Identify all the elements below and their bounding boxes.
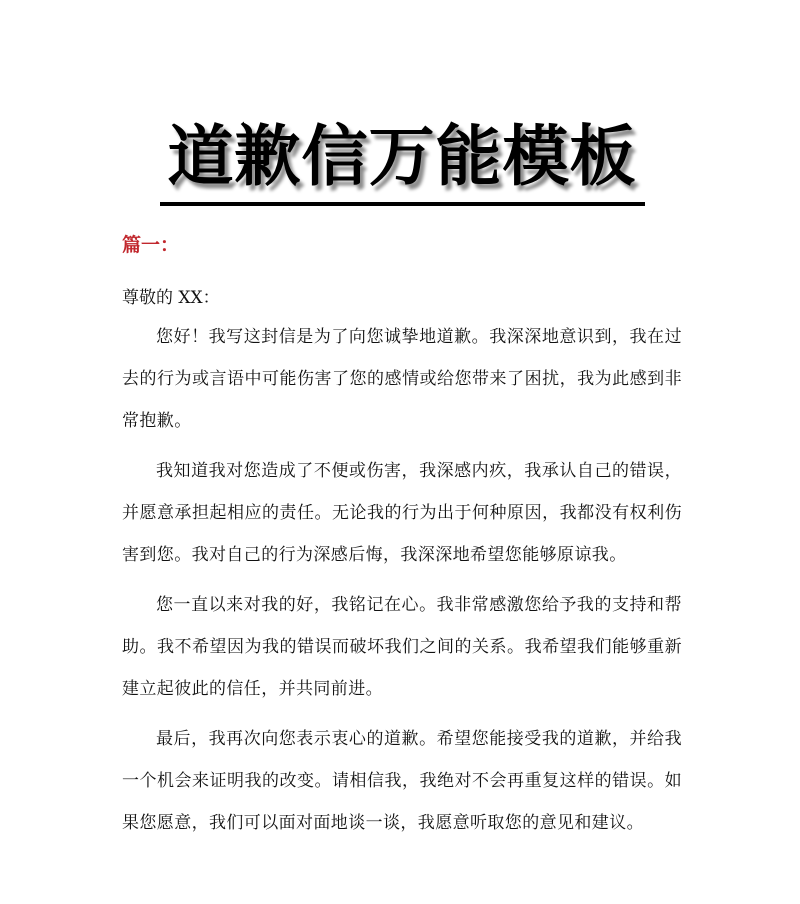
section-heading: 篇一： (122, 234, 180, 256)
paragraph-1: 您好！我写这封信是为了向您诚挚地道歉。我深深地意识到，我在过去的行为或言语中可能伤害了您的感情或给您带来了困扰，我为此感到非常抱歉。 (122, 327, 682, 431)
salutation: 尊敬的 XX： (122, 288, 220, 308)
paragraph-2: 我知道我对您造成了不便或伤害，我深感内疚，我承认自己的错误，并愿意承担起相应的责任。无论我的行为出于何种原因，我都没有权利伤害到您。我对自己的行为深感后悔，我深深地希望您能够原谅我。 (122, 461, 682, 565)
paragraph-3: 您一直以来对我的好，我铭记在心。我非常感激您给予我的支持和帮助。我不希望因为我的错误而破坏我们之间的关系。我希望我们能够重新建立起彼此的信任，并共同前进。 (122, 595, 682, 699)
document-title: 道歉信万能模板 (160, 112, 645, 206)
title-container (0, 112, 800, 206)
letter-body (122, 281, 682, 852)
paragraph-4: 最后，我再次向您表示衷心的道歉。希望您能接受我的道歉，并给我一个机会来证明我的改变。请相信我，我绝对不会再重复这样的错误。如果您愿意，我们可以面对面地谈一谈，我愿意听取您的意见和建议。 (122, 729, 682, 833)
